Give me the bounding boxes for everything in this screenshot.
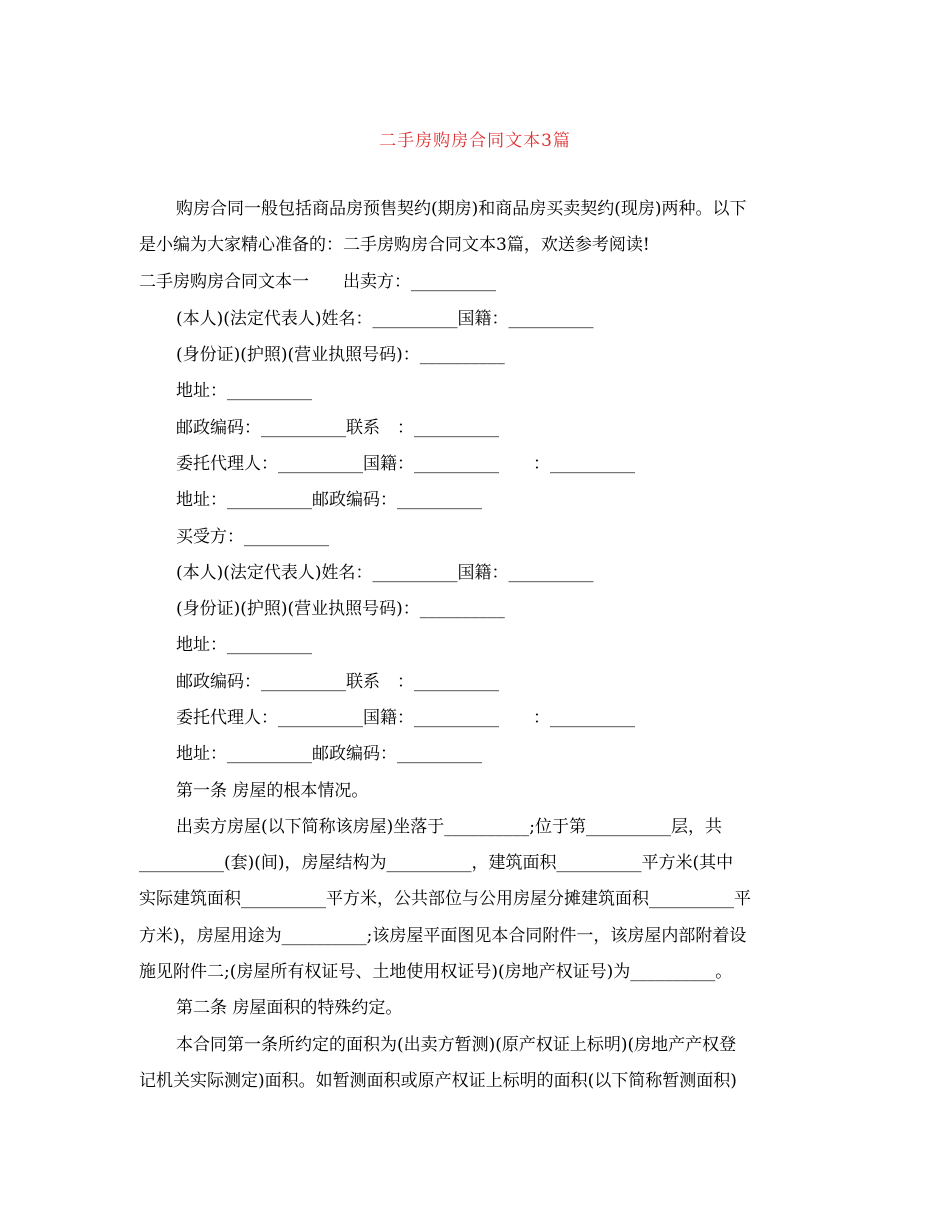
contract-heading-seller: 二手房购房合同文本一 出卖方：__________ xyxy=(139,272,496,292)
seller-id-line: (身份证)(护照)(营业执照号码)：__________ xyxy=(176,345,505,365)
intro-line-1: 购房合同一般包括商品房预售契约(期房)和商品房买卖契约(现房)两种。以下 xyxy=(176,199,747,219)
article-1-line-5: 施见附件二;(房屋所有权证号、土地使用权证号)(房地产权证号)为__________。 xyxy=(139,962,733,982)
article-1-line-3: 实际建筑面积__________平方米，公共部位与公用房屋分摊建筑面积__________平 xyxy=(139,889,751,909)
buyer-address-line: 地址：__________ xyxy=(176,635,312,655)
buyer-agent-address-line: 地址：__________邮政编码：__________ xyxy=(176,744,482,764)
article-2-line-2: 记机关实际测定)面积。如暂测面积或原产权证上标明的面积(以下简称暂测面积) xyxy=(139,1071,737,1091)
seller-name-line: (本人)(法定代表人)姓名：__________国籍：__________ xyxy=(176,309,594,329)
article-1-line-2: __________(套)(间)，房屋结构为__________，建筑面积__________平方米(其中 xyxy=(139,853,734,873)
seller-agent-line: 委托代理人：__________国籍：__________ ：__________ xyxy=(176,454,635,474)
seller-address-line: 地址：__________ xyxy=(176,381,312,401)
buyer-id-line: (身份证)(护照)(营业执照号码)：__________ xyxy=(176,599,505,619)
article-1-heading: 第一条 房屋的根本情况。 xyxy=(176,781,369,801)
document-title: 二手房购房合同文本3篇 xyxy=(379,131,571,151)
seller-agent-address-line: 地址：__________邮政编码：__________ xyxy=(176,490,482,510)
article-2-heading: 第二条 房屋面积的特殊约定。 xyxy=(176,998,403,1018)
buyer-postal-line: 邮政编码：__________联系 ：__________ xyxy=(176,672,499,692)
article-1-line-1: 出卖方房屋(以下简称该房屋)坐落于__________;位于第__________层，共 xyxy=(176,817,722,837)
buyer-heading-line: 买受方：__________ xyxy=(176,527,329,547)
buyer-agent-line: 委托代理人：__________国籍：__________ ：__________ xyxy=(176,708,635,728)
article-1-line-4: 方米)，房屋用途为__________;该房屋平面图见本合同附件一，该房屋内部附着设 xyxy=(139,926,747,946)
article-2-line-1: 本合同第一条所约定的面积为(出卖方暂测)(原产权证上标明)(房地产产权登 xyxy=(176,1035,737,1055)
seller-postal-line: 邮政编码：__________联系 ：__________ xyxy=(176,418,499,438)
intro-line-2: 是小编为大家精心准备的：二手房购房合同文本3篇，欢送参考阅读! xyxy=(139,235,650,255)
buyer-name-line: (本人)(法定代表人)姓名：__________国籍：__________ xyxy=(176,563,594,583)
